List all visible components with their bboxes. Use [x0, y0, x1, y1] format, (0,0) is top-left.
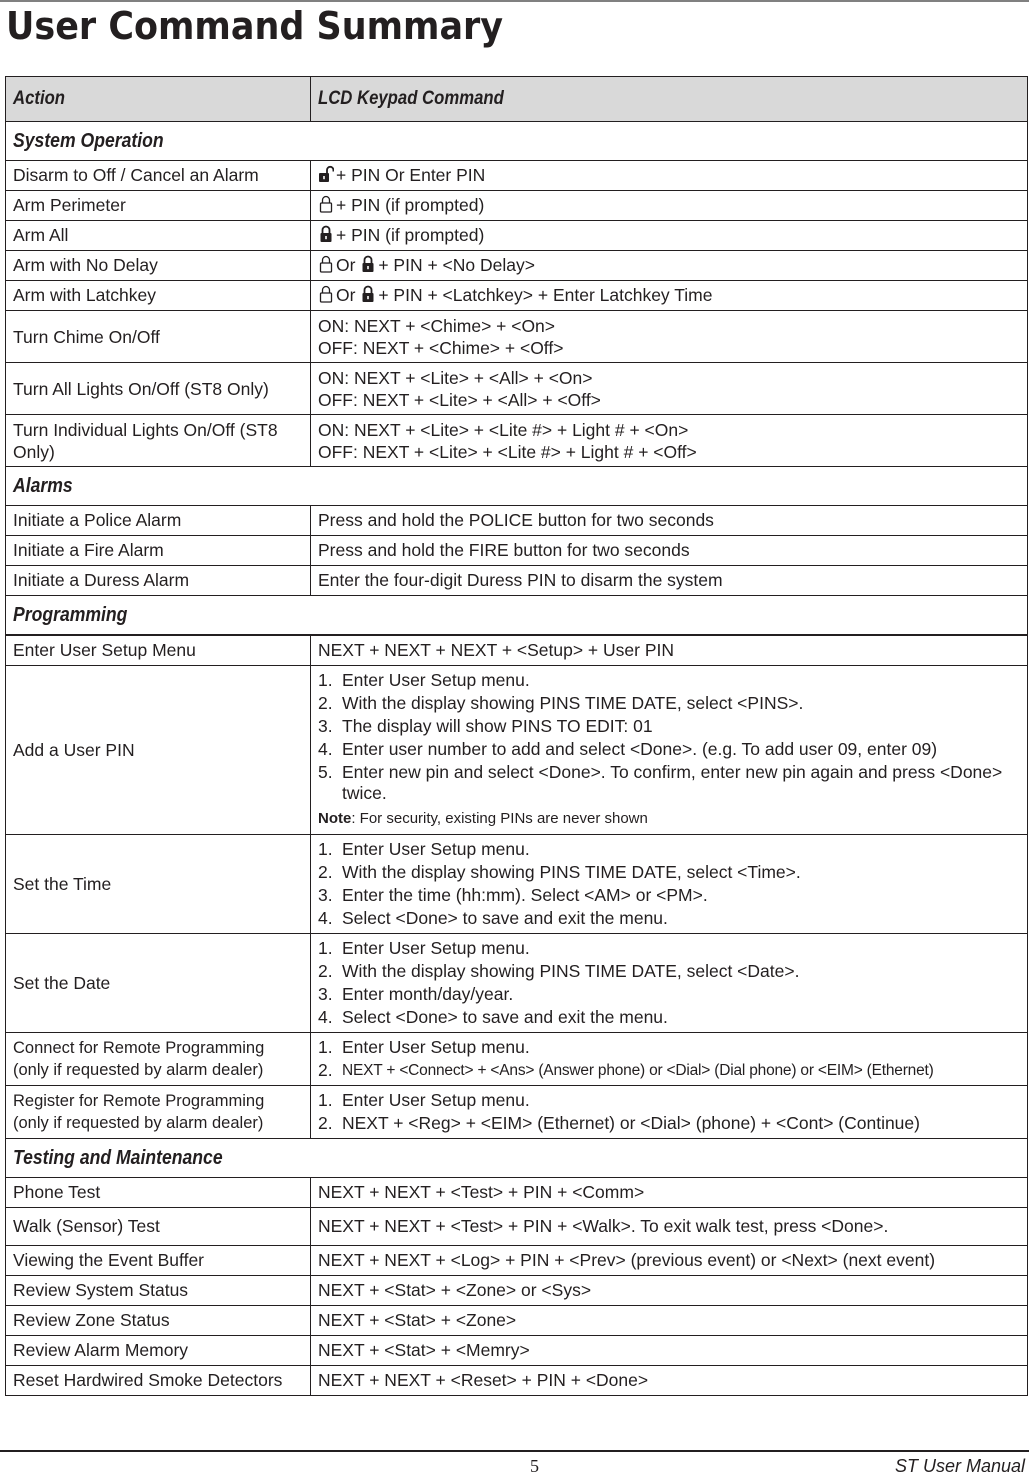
solid-padlock-icon [360, 255, 376, 273]
command-cell [311, 835, 1028, 934]
action-line: Connect for Remote Programming [13, 1039, 265, 1057]
command-cell: NEXT + NEXT + <Test> + PIN + <Comm> [311, 1178, 1028, 1208]
list-item: 1. Enter User Setup menu. [318, 670, 530, 690]
section-alarms: Alarms [6, 467, 1028, 506]
action-cell: Initiate a Duress Alarm [6, 566, 311, 596]
footer-rule [0, 1450, 1029, 1452]
list-item: 2. With the display showing PINS TIME DATE, select <Date>. [318, 961, 800, 981]
command-cell [311, 1033, 1028, 1086]
table-row [6, 1336, 1028, 1366]
table-row [6, 251, 1028, 281]
list-item: 3. The display will show PINS TO EDIT: 01 [318, 716, 653, 736]
solid-padlock-icon [360, 285, 376, 303]
table-row [6, 1276, 1028, 1306]
section-system-operation: System Operation [6, 122, 1028, 161]
list-item: 1. Enter User Setup menu. [318, 938, 530, 958]
table-row [6, 934, 1028, 1033]
step-list [318, 1090, 1020, 1134]
action-cell: Reset Hardwired Smoke Detectors [6, 1366, 311, 1396]
action-cell [6, 1086, 311, 1139]
command-cell [311, 311, 1028, 363]
command-cell: + PIN (if prompted) [311, 221, 1028, 251]
table-header-row [6, 77, 1028, 122]
command-cell: Or + PIN + <No Delay> [311, 251, 1028, 281]
command-off: OFF: NEXT + <Chime> + <Off> [318, 337, 564, 358]
list-item: 2. With the display showing PINS TIME DATE, select <PINS>. [318, 693, 804, 713]
action-cell: Initiate a Fire Alarm [6, 536, 311, 566]
table-row [6, 363, 1028, 415]
outline-padlock-icon [318, 255, 334, 273]
list-item: 2. NEXT + <Reg> + <EIM> (Ethernet) or <Dial> (phone) + <Cont> (Continue) [318, 1113, 920, 1133]
top-rule [0, 0, 1029, 2]
command-cell: NEXT + NEXT + <Log> + PIN + <Prev> (previous event) or <Next> (next event) [311, 1246, 1028, 1276]
table-row [6, 506, 1028, 536]
list-item: 3. Enter month/day/year. [318, 984, 514, 1004]
command-off: OFF: NEXT + <Lite> + <Lite #> + Light # + <Off> [318, 441, 697, 462]
command-cell: NEXT + <Stat> + <Zone> [311, 1306, 1028, 1336]
command-off: OFF: NEXT + <Lite> + <All> + <Off> [318, 389, 601, 410]
manual-title: ST User Manual [894, 1456, 1025, 1476]
command-cell [311, 666, 1028, 835]
command-cell: + PIN Or Enter PIN [311, 161, 1028, 191]
list-item: 4. Enter user number to add and select <Done>. (e.g. To add user 09, enter 09) [318, 739, 938, 759]
command-cell: NEXT + NEXT + <Test> + PIN + <Walk>. To exit walk test, press <Done>. [311, 1208, 1028, 1246]
unlocked-padlock-icon [318, 165, 334, 183]
command-cell [311, 1086, 1028, 1139]
table-row [6, 835, 1028, 934]
command-cell: NEXT + <Stat> + <Zone> or <Sys> [311, 1276, 1028, 1306]
list-item: 2. NEXT + <Connect> + <Ans> (Answer phone) or <Dial> (Dial phone) or <EIM> (Ethernet) [318, 1060, 934, 1080]
action-cell: Initiate a Police Alarm [6, 506, 311, 536]
table-row [6, 666, 1028, 835]
list-item: 2. With the display showing PINS TIME DATE, select <Time>. [318, 862, 801, 882]
table-row [6, 1178, 1028, 1208]
action-cell: Phone Test [6, 1178, 311, 1208]
command-cell: Press and hold the POLICE button for two seconds [311, 506, 1028, 536]
command-cell: + PIN (if prompted) [311, 191, 1028, 221]
table-row [6, 536, 1028, 566]
action-cell: Turn All Lights On/Off (ST8 Only) [6, 363, 311, 415]
section-programming: Programming [6, 596, 1028, 636]
action-cell: Review Zone Status [6, 1306, 311, 1336]
command-table [5, 76, 1028, 1396]
action-line: (only if requested by alarm dealer) [13, 1061, 264, 1079]
header-action: Action [6, 77, 311, 122]
list-item: 3. Enter the time (hh:mm). Select <AM> or <PM>. [318, 885, 708, 905]
table-row [6, 635, 1028, 666]
command-cell: Press and hold the FIRE button for two seconds [311, 536, 1028, 566]
list-item: 1. Enter User Setup menu. [318, 839, 530, 859]
list-item: 1. Enter User Setup menu. [318, 1037, 530, 1057]
list-item: 4. Select <Done> to save and exit the menu. [318, 1007, 668, 1027]
command-on: ON: NEXT + <Lite> + <All> + <On> [318, 367, 593, 388]
action-cell: Arm Perimeter [6, 191, 311, 221]
action-cell: Arm with No Delay [6, 251, 311, 281]
action-cell: Add a User PIN [6, 666, 311, 835]
action-line: Register for Remote Programming [13, 1092, 265, 1110]
command-cell: NEXT + <Stat> + <Memry> [311, 1336, 1028, 1366]
command-cell: Or + PIN + <Latchkey> + Enter Latchkey Time [311, 281, 1028, 311]
outline-padlock-icon [318, 285, 334, 303]
action-cell: Review Alarm Memory [6, 1336, 311, 1366]
action-cell: Set the Date [6, 934, 311, 1033]
list-item: 1. Enter User Setup menu. [318, 1090, 530, 1110]
table-row [6, 1366, 1028, 1396]
action-cell: Review System Status [6, 1276, 311, 1306]
note: Note: For security, existing PINs are never shown [318, 810, 648, 827]
table-row [6, 415, 1028, 467]
command-cell: Enter the four-digit Duress PIN to disarm the system [311, 566, 1028, 596]
table-row [6, 281, 1028, 311]
command-cell [311, 934, 1028, 1033]
table-row [6, 1246, 1028, 1276]
outline-padlock-icon [318, 195, 334, 213]
action-cell: Set the Time [6, 835, 311, 934]
action-line: (only if requested by alarm dealer) [13, 1114, 264, 1132]
table-row [6, 311, 1028, 363]
section-testing-maintenance: Testing and Maintenance [6, 1139, 1028, 1178]
table-row [6, 1306, 1028, 1336]
action-cell: Enter User Setup Menu [6, 635, 311, 666]
action-cell [6, 1033, 311, 1086]
list-item: 4. Select <Done> to save and exit the menu. [318, 908, 668, 928]
command-on: ON: NEXT + <Chime> + <On> [318, 315, 556, 336]
action-cell: Turn Chime On/Off [6, 311, 311, 363]
action-cell: Arm with Latchkey [6, 281, 311, 311]
table-row [6, 1033, 1028, 1086]
step-list [318, 938, 1020, 1028]
action-cell: Walk (Sensor) Test [6, 1208, 311, 1246]
step-list [318, 670, 1020, 804]
solid-padlock-icon [318, 225, 334, 243]
action-cell: Disarm to Off / Cancel an Alarm [6, 161, 311, 191]
header-command: LCD Keypad Command [311, 77, 1028, 122]
table-row [6, 161, 1028, 191]
command-cell: NEXT + NEXT + NEXT + <Setup> + User PIN [311, 635, 1028, 666]
table-row [6, 221, 1028, 251]
table-row [6, 191, 1028, 221]
step-list [318, 1037, 1020, 1081]
list-item: 5. Enter new pin and select <Done>. To confirm, enter new pin again and press <Done> twice. [318, 762, 1003, 803]
command-cell [311, 415, 1028, 467]
page-number: 5 [530, 1456, 539, 1476]
command-cell [311, 363, 1028, 415]
table-row [6, 1086, 1028, 1139]
action-cell: Turn Individual Lights On/Off (ST8 Only) [6, 415, 311, 467]
action-cell: Viewing the Event Buffer [6, 1246, 311, 1276]
command-on: ON: NEXT + <Lite> + <Lite #> + Light # + <On> [318, 419, 689, 440]
table-row [6, 1208, 1028, 1246]
step-list [318, 839, 1020, 929]
command-cell: NEXT + NEXT + <Reset> + PIN + <Done> [311, 1366, 1028, 1396]
page-title: User Command Summary [6, 4, 504, 48]
table-row [6, 566, 1028, 596]
action-cell: Arm All [6, 221, 311, 251]
